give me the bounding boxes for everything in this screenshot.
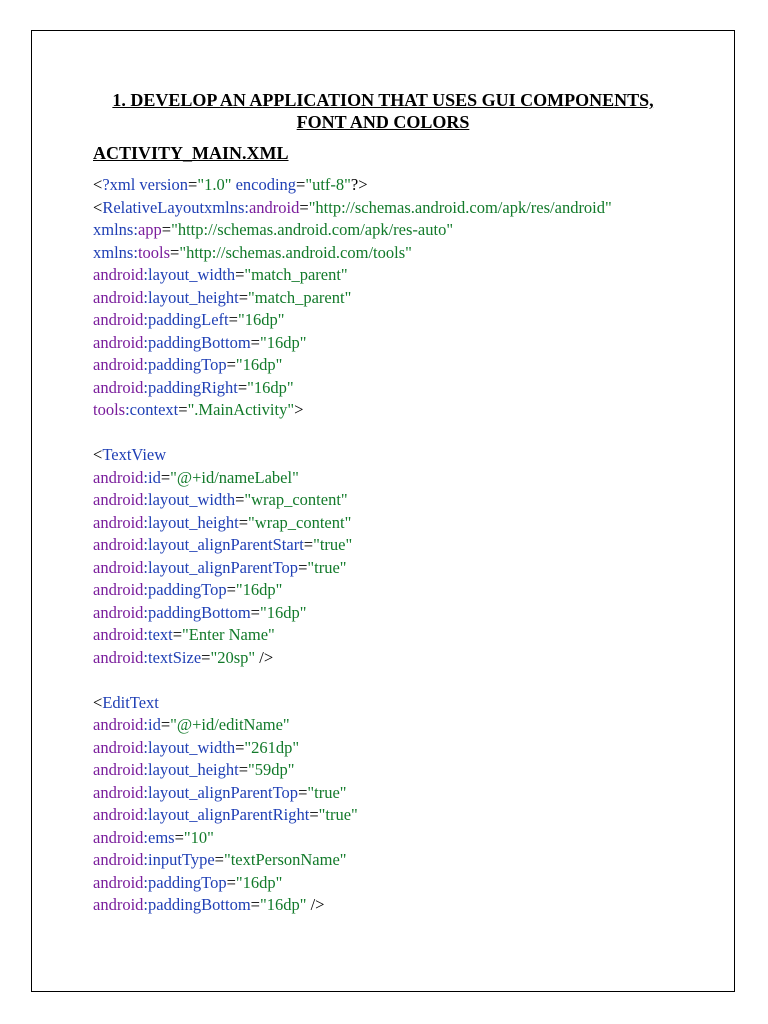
code-token: = — [172, 625, 183, 644]
code-token: android — [93, 580, 144, 599]
code-line — [93, 782, 612, 805]
code-token: android — [93, 512, 144, 532]
code-token: = — [235, 490, 245, 509]
code-token: "http://schemas.android.com/apk/res/android" — [308, 197, 612, 217]
code-token: "16dp" — [235, 580, 283, 599]
code-line — [93, 849, 612, 872]
code-token: = — [201, 647, 211, 667]
code-token: "true" — [307, 557, 347, 577]
code-token: android — [248, 197, 300, 217]
code-token: = — [188, 175, 198, 194]
code-token: = — [214, 850, 224, 869]
code-token: :layout_height — [143, 287, 239, 307]
code-line — [93, 377, 612, 400]
code-token: = — [238, 287, 249, 307]
code-line — [93, 714, 612, 737]
code-token: RelativeLayout — [102, 197, 205, 217]
code-token: TextView — [102, 445, 167, 464]
code-token: "match_parent" — [248, 287, 352, 307]
code-token: :textSize — [143, 647, 202, 667]
code-token: android — [93, 557, 144, 577]
code-token: "16dp" — [259, 895, 307, 914]
code-token: = — [299, 197, 309, 217]
code-token: :paddingRight — [143, 377, 238, 397]
document-title-line-1: 1. DEVELOP AN APPLICATION THAT USES GUI COMPONENTS, — [112, 90, 654, 110]
code-line — [93, 579, 612, 602]
code-token: :paddingBottom — [143, 895, 251, 914]
code-line — [93, 512, 612, 535]
code-line — [93, 174, 612, 197]
code-token: "Enter Name" — [182, 625, 275, 644]
code-line — [93, 827, 612, 850]
code-line — [93, 534, 612, 557]
xml-code-block — [93, 174, 612, 917]
code-token: "true" — [313, 535, 353, 554]
code-token: :ems — [143, 827, 175, 847]
code-token: "10" — [183, 827, 214, 847]
code-token: < — [93, 197, 103, 217]
code-token: android — [93, 467, 144, 487]
code-token: "match_parent" — [244, 265, 348, 284]
code-token: "@+id/nameLabel" — [170, 467, 299, 487]
code-token: android — [93, 287, 144, 307]
code-token: android — [93, 850, 144, 869]
code-token: :id — [143, 715, 161, 734]
code-token: = — [298, 557, 308, 577]
code-token: "59dp" — [248, 760, 295, 779]
code-line — [93, 872, 612, 895]
code-line — [93, 219, 612, 242]
code-token: :layout_height — [143, 512, 239, 532]
code-token: android — [93, 737, 144, 757]
code-line — [93, 354, 612, 377]
code-token: EditText — [102, 692, 159, 712]
code-token: = — [237, 377, 248, 397]
code-line — [93, 602, 612, 625]
code-token: = — [226, 580, 236, 599]
code-token: "16dp" — [259, 332, 307, 352]
code-token: android — [93, 602, 144, 622]
code-line — [93, 557, 612, 580]
code-token: = — [160, 715, 171, 734]
code-token: :layout_alignParentStart — [143, 535, 304, 554]
code-line — [93, 894, 612, 917]
code-token: = — [298, 782, 308, 802]
code-line — [93, 332, 612, 355]
code-token: android — [93, 377, 144, 397]
code-token: android — [93, 490, 144, 509]
code-token: :layout_alignParentTop — [143, 782, 299, 802]
code-token: ?xml version — [102, 175, 189, 194]
code-token: "16dp" — [235, 355, 283, 374]
code-line — [93, 399, 612, 422]
code-line — [93, 647, 612, 670]
code-token: = — [309, 805, 319, 824]
code-token: :layout_alignParentRight — [143, 805, 310, 824]
code-token: app — [137, 220, 162, 239]
code-token: :context — [125, 400, 179, 419]
code-token: /> — [306, 895, 325, 914]
code-token: android — [93, 535, 144, 554]
code-token: android — [93, 715, 144, 734]
code-token: "16dp" — [235, 872, 283, 892]
code-token: = — [303, 535, 314, 554]
code-token: android — [93, 310, 144, 329]
code-token: :layout_width — [143, 490, 236, 509]
section-heading: ACTIVITY_MAIN.XML — [93, 143, 289, 163]
code-line — [93, 422, 612, 445]
code-line — [93, 197, 612, 220]
code-token: "16dp" — [259, 602, 307, 622]
code-token: /> — [255, 647, 274, 667]
code-token: android — [93, 265, 144, 284]
code-token: = — [296, 175, 306, 194]
code-token: "20sp" — [210, 647, 256, 667]
code-token: = — [170, 242, 180, 262]
code-token: = — [228, 310, 238, 329]
code-token: tools — [137, 242, 171, 262]
code-token: = — [238, 760, 249, 779]
code-token: = — [235, 265, 245, 284]
code-line — [93, 759, 612, 782]
code-line — [93, 669, 612, 692]
document-page — [31, 30, 735, 992]
code-token: android — [93, 332, 144, 352]
code-token: "wrap_content" — [248, 512, 352, 532]
code-token: ?> — [350, 175, 368, 194]
code-token: "http://schemas.android.com/tools" — [179, 242, 412, 262]
code-line — [93, 489, 612, 512]
code-token: :layout_alignParentTop — [143, 557, 299, 577]
code-token: :layout_height — [143, 760, 239, 779]
code-token: :inputType — [143, 850, 215, 869]
code-line — [93, 444, 612, 467]
code-token: :paddingTop — [143, 580, 227, 599]
code-token: = — [238, 512, 249, 532]
code-token: ".MainActivity" — [187, 400, 295, 419]
code-token: android — [93, 782, 144, 802]
code-token: :paddingLeft — [143, 310, 229, 329]
code-token: "wrap_content" — [244, 490, 348, 509]
code-token: < — [93, 175, 103, 194]
code-token: "261dp" — [244, 737, 300, 757]
code-token: :paddingBottom — [143, 332, 251, 352]
code-token: = — [226, 872, 236, 892]
document-title-line-2: FONT AND COLORS — [296, 112, 470, 132]
code-token: "textPersonName" — [223, 850, 347, 869]
code-token: "16dp" — [237, 310, 285, 329]
code-line — [93, 309, 612, 332]
code-token: android — [93, 872, 144, 892]
code-token: xmlns: — [204, 197, 249, 217]
code-token: "utf-8" — [305, 175, 351, 194]
code-token: > — [294, 400, 304, 419]
code-token: = — [160, 467, 171, 487]
code-token: = — [250, 332, 260, 352]
code-token: "16dp" — [247, 377, 294, 397]
code-token: encoding — [231, 175, 297, 194]
code-token: = — [174, 827, 184, 847]
code-token: = — [226, 355, 236, 374]
code-token: = — [250, 602, 260, 622]
code-token: android — [93, 827, 144, 847]
code-line — [93, 804, 612, 827]
code-token: tools — [93, 400, 126, 419]
code-token: "@+id/editName" — [170, 715, 290, 734]
code-token: :id — [143, 467, 161, 487]
code-token: :paddingBottom — [143, 602, 251, 622]
code-token: :layout_width — [143, 737, 236, 757]
code-token: < — [93, 445, 103, 464]
code-line — [93, 264, 612, 287]
code-token: android — [93, 895, 144, 914]
code-token: android — [93, 805, 144, 824]
code-token: < — [93, 692, 103, 712]
code-token: = — [178, 400, 188, 419]
code-line — [93, 624, 612, 647]
code-token: android — [93, 625, 144, 644]
code-line — [93, 737, 612, 760]
code-token: android — [93, 760, 144, 779]
code-token: = — [250, 895, 260, 914]
code-line — [93, 692, 612, 715]
code-token: "true" — [318, 805, 358, 824]
code-token: xmlns: — [93, 220, 138, 239]
code-token: "true" — [307, 782, 347, 802]
code-token: android — [93, 355, 144, 374]
code-line — [93, 242, 612, 265]
code-token: android — [93, 647, 144, 667]
code-token: xmlns: — [93, 242, 138, 262]
code-line — [93, 467, 612, 490]
code-token: "1.0" — [197, 175, 232, 194]
code-token: :layout_width — [143, 265, 236, 284]
code-token: "http://schemas.android.com/apk/res-auto" — [171, 220, 454, 239]
code-token: :paddingTop — [143, 872, 227, 892]
code-line — [93, 287, 612, 310]
code-token: :text — [143, 625, 173, 644]
code-token: = — [161, 220, 172, 239]
code-token: :paddingTop — [143, 355, 227, 374]
code-token: = — [235, 737, 245, 757]
